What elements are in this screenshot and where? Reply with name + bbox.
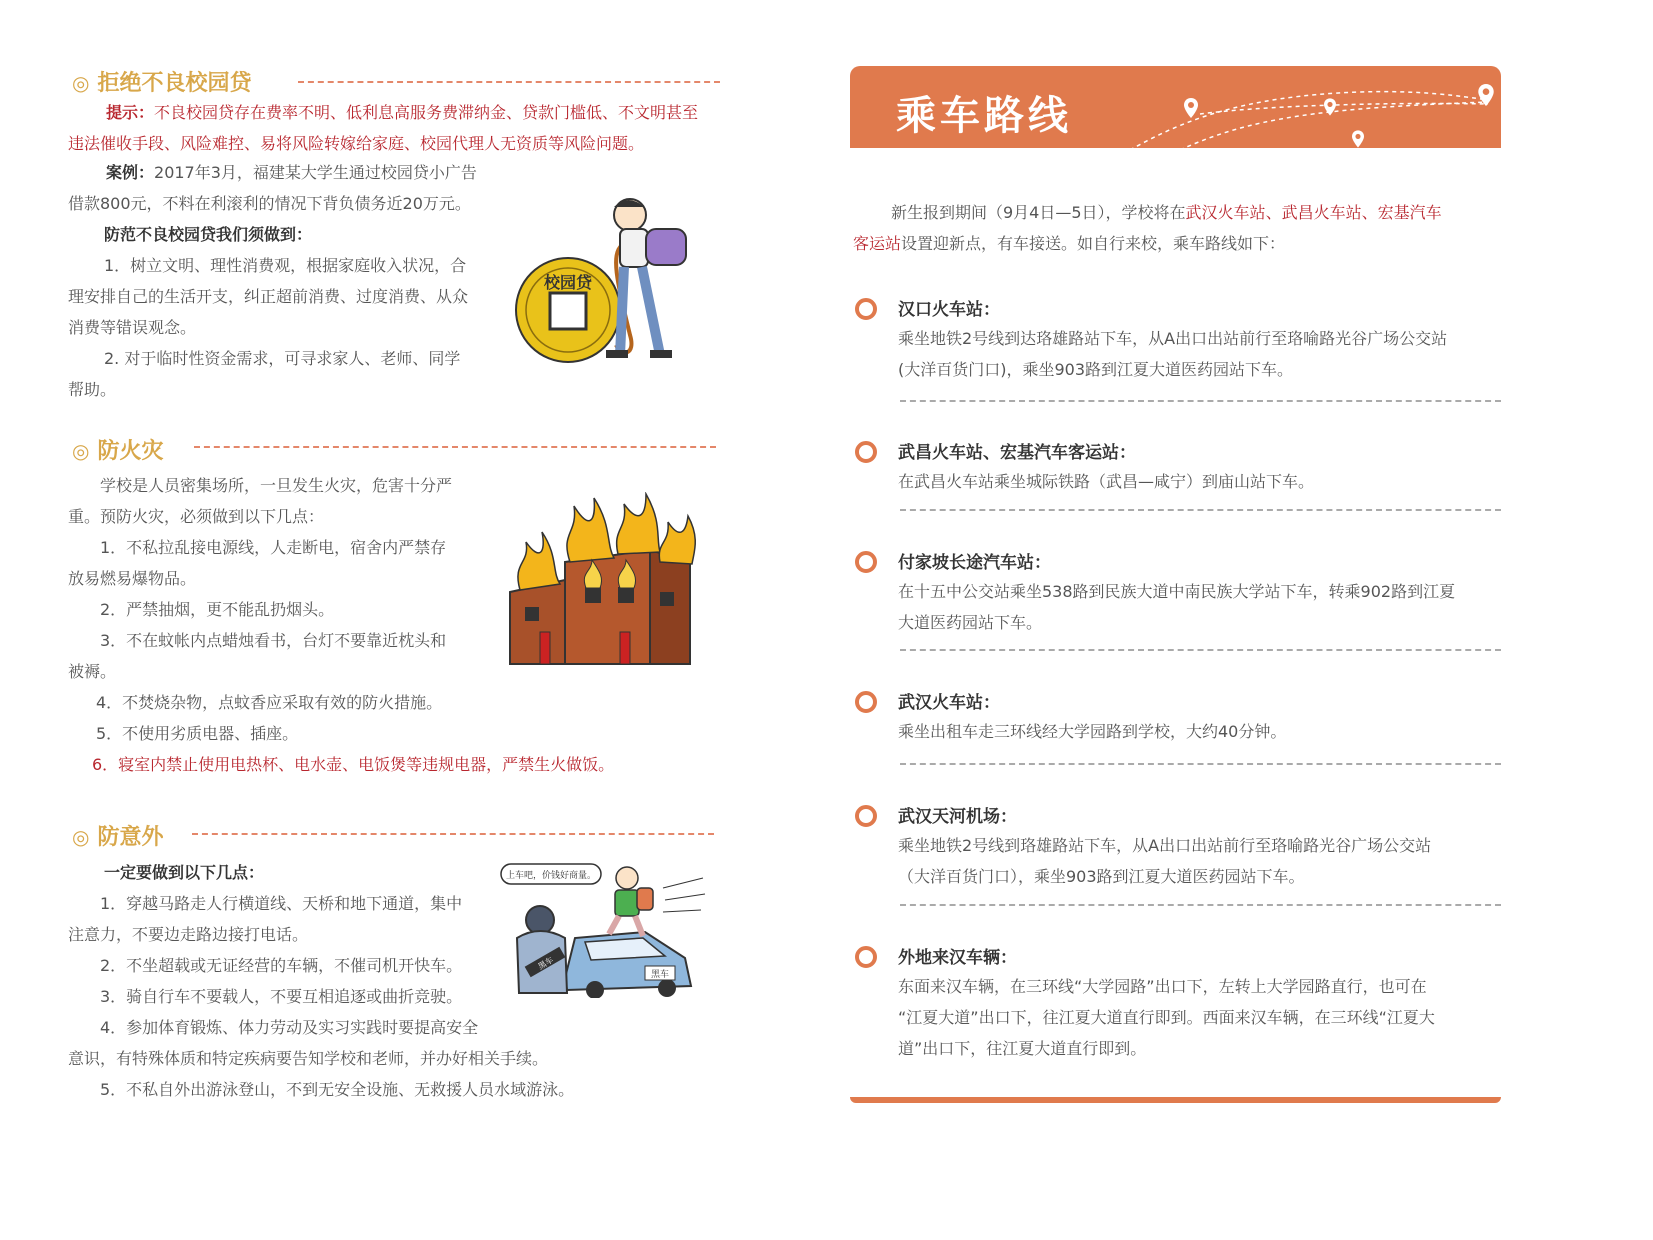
divider <box>298 81 720 83</box>
svg-text:黑车: 黑车 <box>536 955 555 972</box>
stop-marker-icon <box>855 441 877 463</box>
double-circle-icon: ◎ <box>72 71 90 95</box>
loan-tip: 提示：不良校园贷存在费率不明、低利息高服务费滞纳金、贷款门槛低、不文明甚至 违法催收手段、风险难控、易将风险转嫁给家庭、校园代理人无资质等风险问题。 <box>68 103 699 153</box>
stop-marker-icon <box>855 298 877 320</box>
stop-name: 付家坡长途汽车站： <box>898 553 1051 573</box>
bottom-accent-bar <box>850 1097 1501 1103</box>
divider <box>900 763 1501 765</box>
fire-intro: 学校是人员密集场所，一旦发生火灾，危害十分严 重。预防火灾，必须做到以下几点： 1．不私拉乱接电源线，人走断电，宿舍内严禁存 放易燃易爆物品。 2．严禁抽烟，更不能乱扔烟头。 3．不在蚊帐内点蜡烛看书，台灯不要靠近枕头和 被褥。 4．不焚烧杂物，点蚊香应采取有效的防火措施。 5．不使用劣质电器、插座。 6．寝室内禁止使用电热杯、电水壶、电饭煲等违规电器，严禁生火做饭。 <box>68 476 615 774</box>
stop-marker-icon <box>855 691 877 713</box>
stop-desc: 在武昌火车站乘坐城际铁路（武昌—咸宁）到庙山站下车。 <box>898 472 1315 491</box>
stop-name: 汉口火车站： <box>898 300 1000 320</box>
section-title-loan: ◎ 拒绝不良校园贷 <box>72 71 252 96</box>
route-map-decoration <box>1120 72 1498 152</box>
stop-desc: 乘坐地铁2号线到珞雄路站下车，从A出口出站前行至珞喻路光谷广场公交站 （大洋百货门口），乘坐903路到江夏大道医药园站下车。 <box>898 836 1432 886</box>
svg-text:上车吧，价钱好商量。: 上车吧，价钱好商量。 <box>505 871 597 881</box>
divider <box>194 446 716 448</box>
stop-desc: 乘坐地铁2号线到达珞雄路站下车，从A出口出站前行至珞喻路光谷广场公交站 (大洋百货门口)，乘坐903路到江夏大道医药园站下车。 <box>898 329 1448 379</box>
section-title-accident: ◎ 防意外 <box>72 825 164 850</box>
svg-text:校园贷: 校园贷 <box>543 273 593 292</box>
divider <box>900 400 1501 402</box>
stop-marker-icon <box>855 551 877 573</box>
divider <box>900 904 1501 906</box>
divider <box>900 649 1501 651</box>
burning-building-illustration <box>500 492 710 667</box>
section-title-fire: ◎ 防火灾 <box>72 439 164 464</box>
route-banner-title: 乘车路线 <box>896 93 1072 139</box>
stop-desc: 东面来汉车辆，在三环线“大学园路”出口下，左转上大学园路直行，也可在 “江夏大道”出口下，往江夏大道直行即到。西面来汉车辆，在三环线“江夏大 道”出口下，往江夏大道直行即到。 <box>898 977 1435 1058</box>
stop-name: 武汉天河机场： <box>898 807 1017 827</box>
loan-case: 案例：2017年3月，福建某大学生通过校园贷小广告 借款800元，不料在利滚利的情况下背负债务近20万元。 防范不良校园贷我们须做到： 1．树立文明、理性消费观，根据家庭收入状况，合 理安排自己的生活开支，纠正超前消费、过度消费、从众 消费等错误观念。 2. 对于临时性资金需求，可寻求家人、老师、同学 帮助。 <box>68 163 477 399</box>
map-pin-icon <box>1478 84 1494 106</box>
svg-text:黑车: 黑车 <box>650 970 670 980</box>
map-pin-icon <box>1324 98 1336 116</box>
stop-name: 武昌火车站、宏基汽车客运站： <box>898 443 1136 463</box>
campus-loan-illustration <box>510 185 710 365</box>
illegal-taxi-illustration <box>495 858 710 998</box>
stop-marker-icon <box>855 946 877 968</box>
divider <box>900 509 1501 511</box>
divider <box>192 833 714 835</box>
stop-name: 外地来汉车辆： <box>898 948 1017 968</box>
double-circle-icon: ◎ <box>72 439 90 463</box>
map-pin-icon <box>1184 98 1198 118</box>
stop-desc: 乘坐出租车走三环线经大学园路到学校，大约40分钟。 <box>898 722 1287 741</box>
accident-list: 一定要做到以下几点： 1．穿越马路走人行横道线、天桥和地下通道，集中 注意力，不要边走路边接打电话。 2．不坐超载或无证经营的车辆，不催司机开快车。 3．骑自行车不要载人，不要互相追逐或曲折竞驶。 4．参加体育锻炼、体力劳动及实习实践时要提高安全 意识，有特殊体质和特定疾病要告知学校和老师，并办好相关手续。 5．不私自外出游泳登山，不到无安全设施、无救援人员水域游泳。 <box>68 863 575 1099</box>
map-pin-icon <box>1352 130 1364 148</box>
double-circle-icon: ◎ <box>72 825 90 849</box>
stop-name: 武汉火车站： <box>898 693 1000 713</box>
stop-desc: 在十五中公交站乘坐538路到民族大道中南民族大学站下车，转乘902路到江夏 大道医药园站下车。 <box>898 582 1456 632</box>
stop-marker-icon <box>855 805 877 827</box>
route-intro: 新生报到期间（9月4日—5日），学校将在武汉火车站、武昌火车站、宏基汽车 客运站设置迎新点，有车接送。如自行来校，乘车路线如下： <box>853 203 1442 253</box>
route-banner <box>850 66 1501 148</box>
